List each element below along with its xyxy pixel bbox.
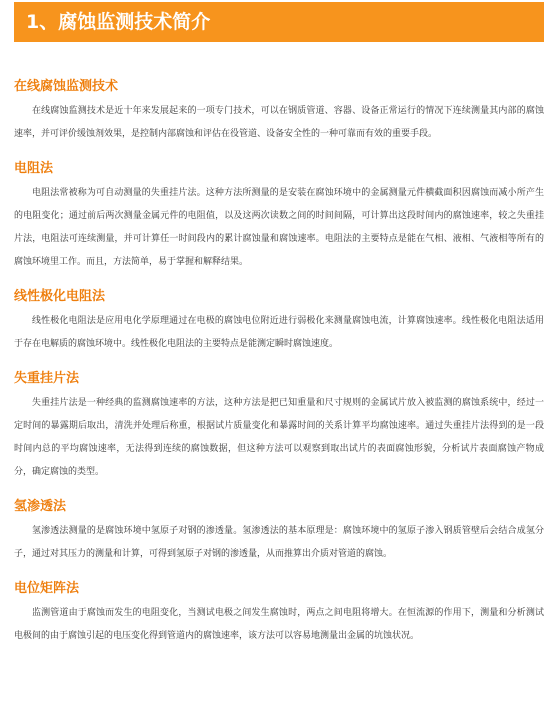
section-paragraph: 线性极化电阻法是应用电化学原理通过在电极的腐蚀电位附近进行弱极化来测量腐蚀电流，计算腐蚀速率。线性极化电阻法适用于存在电解质的腐蚀环境中。线性极化电阻法的主要特点是能测定瞬时腐蚀速度。	[14, 316, 544, 349]
section-title: 在线腐蚀监测技术	[14, 79, 119, 94]
section-resistance-method	[14, 160, 544, 274]
section-title: 线性极化电阻法	[14, 289, 106, 304]
page-title-banner	[14, 2, 544, 42]
section-paragraph: 电阻法常被称为可自动测量的失重挂片法。这种方法所测量的是安装在腐蚀环境中的金属测量元件横截面积因腐蚀而减小所产生的电阻变化；通过前后两次测量金属元件的电阻值，以及这两次读数之间的时间间隔，可计算出这段时间内的腐蚀速率，较之失重挂片法，电阻法可连续测量，并可计算任一时间段内的累计腐蚀量和腐蚀速率。电阻法的主要特点是能在气相、液相、气液相等所有的腐蚀环境里工作。而且，方法简单，易于掌握和解释结果。	[14, 188, 544, 267]
section-weight-loss-coupon	[14, 370, 544, 484]
section-potential-matrix	[14, 580, 544, 648]
section-title: 失重挂片法	[14, 371, 80, 386]
section-lpr-method	[14, 288, 544, 356]
section-paragraph: 监测管道由于腐蚀而发生的电阻变化，当测试电极之间发生腐蚀时，两点之间电阻将增大。在恒流源的作用下，测量和分析测试电极间的由于腐蚀引起的电压变化得到管道内的腐蚀速率，该方法可以容易地测量出金属的坑蚀状况。	[14, 608, 544, 641]
section-paragraph: 失重挂片法是一种经典的监测腐蚀速率的方法，这种方法是把已知重量和尺寸规则的金属试片放入被监测的腐蚀系统中，经过一定时间的暴露期后取出，清洗并处理后称重，根据试片质量变化和暴露时间的关系计算平均腐蚀速率。通过失重挂片法得到的是一段时间内总的平均腐蚀速率，无法得到连续的腐蚀数据，但这种方法可以观察到取出试片的表面腐蚀形貌，分析试片表面腐蚀产物成分，确定腐蚀的类型。	[14, 398, 544, 477]
section-hydrogen-permeation	[14, 498, 544, 566]
page-title: 1、腐蚀监测技术简介	[26, 11, 211, 33]
section-title: 氢渗透法	[14, 499, 67, 514]
section-title: 电阻法	[14, 161, 54, 176]
section-title: 电位矩阵法	[14, 581, 80, 596]
section-paragraph: 在线腐蚀监测技术是近十年来发展起来的一项专门技术，可以在钢质管道、容器、设备正常运行的情况下连续测量其内部的腐蚀速率，并可评价缓蚀剂效果，是控制内部腐蚀和评估在役管道、设备安全性的一种可靠而有效的重要手段。	[14, 106, 544, 139]
section-online-monitoring	[14, 78, 544, 146]
article-body	[14, 78, 544, 662]
section-paragraph: 氢渗透法测量的是腐蚀环境中氢原子对钢的渗透量。氢渗透法的基本原理是：腐蚀环境中的氢原子渗入钢质管壁后会结合成氢分子，通过对其压力的测量和计算，可得到氢原子对钢的渗透量，从而推算出介质对管道的腐蚀。	[14, 526, 544, 559]
